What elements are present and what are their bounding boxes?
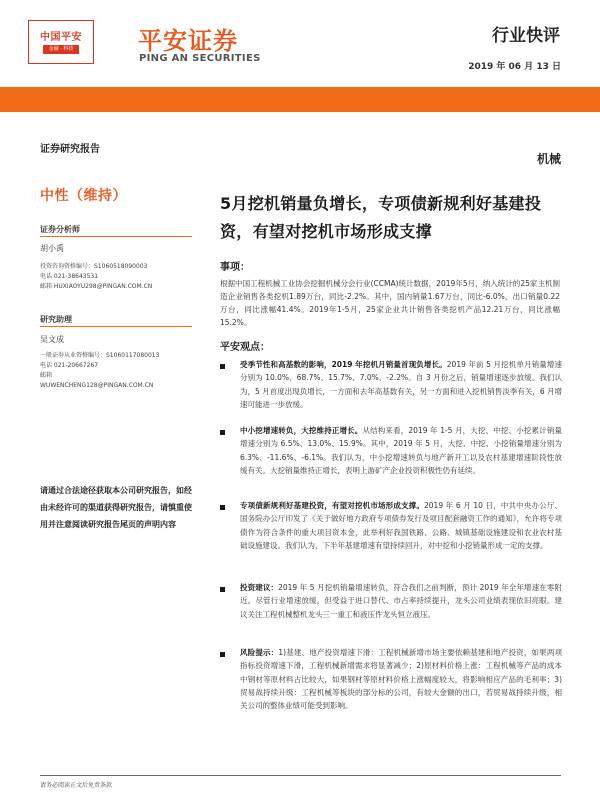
assistant-email: WUWENCHENG128@PINGAN.COM.CN (40, 382, 154, 389)
view-point-lead: 中小挖增速转负，大挖维持正增长。 (240, 426, 363, 435)
view-point-lead: 受季节性和高基数的影响，2019 年挖机月销量首现负增长。 (240, 360, 447, 369)
section-divider (40, 326, 192, 327)
assistant-phone: 电话 021-20667267 (40, 362, 99, 369)
bullet-marker (220, 652, 225, 657)
logo-tagline: 金融 · 科技 (43, 45, 79, 54)
industry-label: 机械 (536, 152, 561, 166)
assistant-contact (40, 351, 159, 391)
analyst-name: 胡小禹 (40, 244, 64, 253)
bullet-marker (220, 587, 225, 592)
header-band (0, 87, 600, 112)
analyst-phone: 电话 021-38643531 (40, 273, 99, 280)
company-logo (28, 20, 94, 64)
assistant-section-label: 研究助理 (40, 315, 72, 324)
footer-divider (40, 775, 561, 776)
event-paragraph: 根据中国工程机械工业协会挖掘机械分会行业(CCMA)统计数据，2019年5月，纳入统计的25家主机制造企业销售各类挖机1.89万台，同比-2.2%。其中，国内销量1.67万台，同比-6.0%，出口销量0.22万台，同比涨幅41.4%。2019年1-5月，25家企业共计销售各类挖机产品12.21万台，同比涨幅15.2%。 (220, 279, 560, 327)
view-point-body: 2019 年前 5 月挖机单月销量增速分别为 10.0%、68.7%、15.7%、7.0%、-2.2%。自 3 月份之后，销量增速逐步放缓。我们认为，5 月首度出现负增长，一方面和去年高基数有关，另一方面和进入挖机销售淡季有关，6 月增速可能进一步放缓。 (240, 360, 563, 409)
event-heading: 事项： (220, 262, 250, 273)
view-point (240, 646, 562, 712)
view-point-body: 1)基建、地产投资增速下滑：工程机械新增市场主要依赖基建和地产投资，如果两项指标投资增速下滑，工程机械新增需求将显著减少；2)原材料价格上涨：工程机械等产品的成本中钢材等原材料占比较大，如果钢材等原材料价格上涨幅度较大，将影响相应产品的毛利率；3)贸易战持续升级：工程机械等板块的部分标的公司，有较大金额的出口，若贸易战持续升级，相关公司的整体业绩可能受到影响。 (240, 648, 563, 711)
section-divider (40, 236, 192, 237)
analyst-email: 邮箱 HUXIAOYU298@PINGAN.COM.CN (40, 283, 153, 290)
view-point (240, 499, 562, 552)
brand-name-cn: 平安证券 (138, 27, 238, 55)
analyst-contact (40, 262, 152, 292)
rating-label: 中性（维持） (40, 188, 127, 204)
analyst-license: 投资咨询资格编号：S1060518090003 (40, 263, 148, 270)
view-point (240, 424, 562, 477)
assistant-name: 吴文成 (40, 335, 64, 344)
assistant-email-label: 邮箱 (40, 372, 53, 379)
report-category: 证券研究报告 (40, 144, 100, 155)
bullet-marker (220, 505, 225, 510)
view-point (240, 581, 562, 621)
bullet-marker (220, 430, 225, 435)
view-point-body: 2019 年 6 月 10 日，中共中央办公厅、国务院办公厅印发了《关于做好地方政府专项债券发行及项目配套融资工作的通知》，允许将专项债作为符合条件的重大项目资本金，此举利好我国铁路、公路、城镇基础设施建设和农业农村基础设施建设。我们认为，下半年基建增速有望持续回升，对中挖和小挖销量形成一定的支撑。 (240, 501, 563, 550)
document-date: 2019 年 06 月 13 日 (468, 62, 561, 72)
disclaimer-note: 请通过合法途径获取本公司研究报告，如经由未经许可的渠道获得研究报告，请慎重使用并注意阅读研究报告尾页的声明内容 (40, 486, 192, 529)
bullet-marker (220, 364, 225, 369)
views-heading: 平安观点： (220, 342, 270, 353)
view-point-lead: 专项债新规利好基建投资，有望对挖机市场形成支撑。 (240, 501, 425, 510)
analyst-section-label: 证券分析师 (40, 225, 80, 234)
footer-note: 请务必阅读正文后免责条款 (40, 782, 113, 789)
assistant-license: 一般证券从业资格编号：S1060117080013 (40, 352, 160, 359)
document-type: 行业快评 (492, 26, 560, 46)
view-point-lead: 投资建议： (240, 583, 279, 592)
logo-text: 中国平安 (40, 32, 82, 43)
view-point-body: 2019 年 5 月挖机销量增速转负，符合我们之前判断，预计 2019 年全年增速在零附近。尽管行业增速放缓，但受益于进口替代、市占率持续提升，龙头公司业绩表现依旧亮眼。建议关注工程机械整机龙头三一重工和液压件龙头恒立液压。 (240, 583, 562, 619)
view-point (240, 358, 562, 411)
view-point-body: 从结构来看，2019 年 1-5 月，大挖、中挖、小挖累计销量增速分别为 6.5%、13.0%、15.9%。其中，2019 年 5 月，大挖、中挖、小挖销量增速分别为 6.3%、-11.6%、-6.1%。我们认为，中小挖增速转负与地产新开工以及农村基建增速阶段性放缓有关。大挖销量维持正增长，表明上游矿产企业投资积极性仍有延续。 (240, 426, 562, 475)
report-title: 5月挖机销量负增长，专项债新规利好基建投资，有望对挖机市场形成支撑 (220, 194, 542, 241)
view-point-lead: 风险提示： (240, 648, 279, 657)
brand-name-en: PING AN SECURITIES (139, 53, 261, 64)
